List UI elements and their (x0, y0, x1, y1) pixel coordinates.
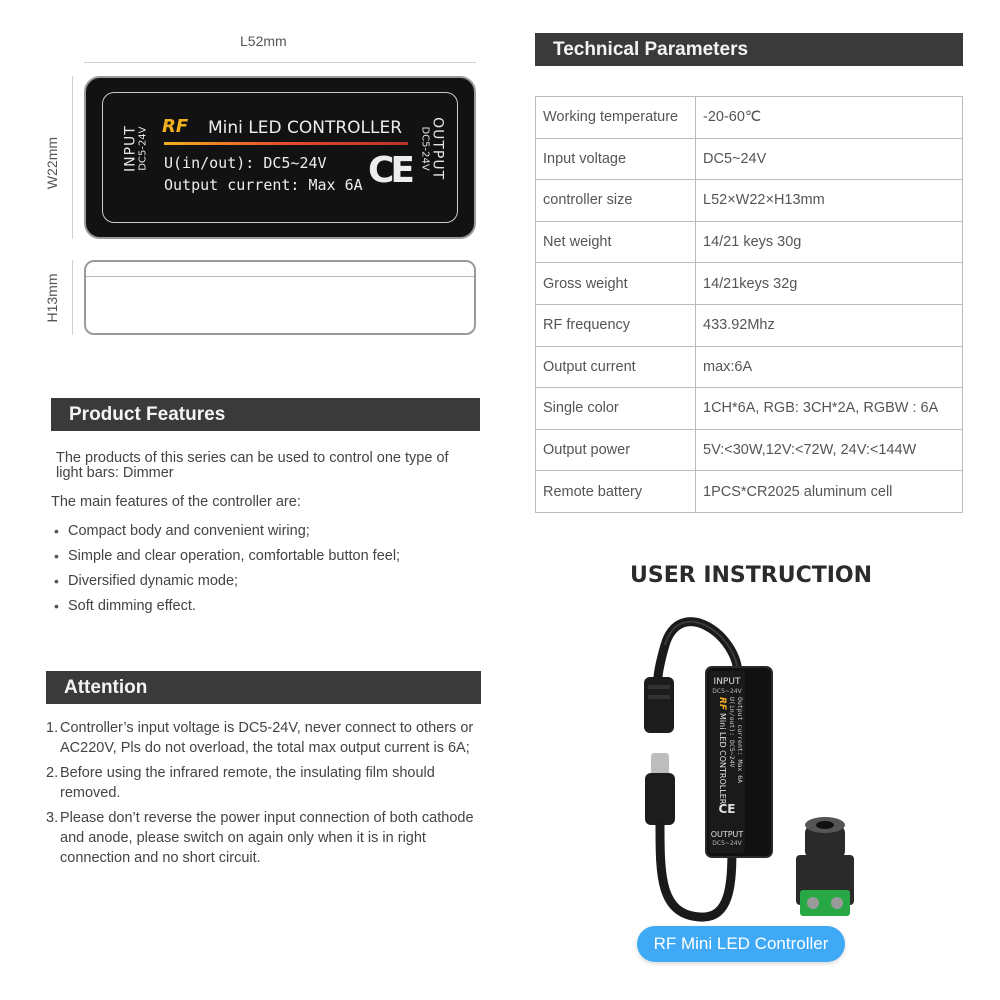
table-row (536, 263, 963, 305)
table-row (536, 180, 963, 222)
table-row (536, 346, 963, 388)
input-marking-voltage: DC5-24V (137, 126, 149, 171)
technical-parameters-table (535, 96, 963, 513)
list-item: • Soft dimming effect. (54, 593, 400, 618)
controller-voltage-text: U(in/out): DC5~24V (164, 154, 327, 172)
input-marking (123, 109, 148, 189)
parameter-value: 433.92Mhz (696, 304, 963, 346)
parameter-value: 5V:<30W,12V:<72W, 24V:<144W (696, 429, 963, 471)
list-item: • Compact body and convenient wiring; (54, 518, 400, 543)
attention-text: Controller’s input voltage is DC5-24V, never connect to others or AC220V, Pls do not overload, the total max output current is 6A; (60, 720, 474, 756)
parameter-value: max:6A (696, 346, 963, 388)
rf-logo: RF (162, 116, 189, 137)
list-item (46, 808, 486, 868)
male-dc-plug-icon (645, 773, 675, 825)
controller-output-voltage: DC5~24V (712, 840, 742, 847)
parameter-value: 14/21keys 32g (696, 263, 963, 305)
controller-title: Mini LED CONTROLLER (208, 118, 403, 138)
user-instruction-title: USER INSTRUCTION (630, 563, 873, 588)
parameter-value: 1PCS*CR2025 aluminum cell (696, 471, 963, 513)
input-marking-label: INPUT (122, 125, 139, 173)
parameter-name: Net weight (536, 221, 696, 263)
controller-current-text: Output current: Max 6A (164, 176, 363, 194)
controller-top-view (84, 76, 476, 239)
attention-text: Please don’t reverse the power input connection of both cathode and anode, please switch on again only when it is in right connection and no short circuit. (60, 810, 474, 866)
controller-current-line: Output current: Max 6A (736, 697, 744, 784)
width-dimension-line (72, 76, 73, 239)
list-item: • Simple and clear operation, comfortable button feel; (54, 543, 400, 568)
attention-header: Attention (46, 671, 481, 704)
table-row (536, 304, 963, 346)
controller-voltage-line: U(in/out): DC5~24V (728, 697, 736, 768)
height-dimension-label: H13mm (44, 273, 60, 323)
features-intro-line-1: The products of this series can be used to control one type of (56, 450, 449, 466)
features-intro (56, 451, 449, 481)
parameter-value: L52×W22×H13mm (696, 180, 963, 222)
male-dc-tip-icon (651, 753, 669, 775)
plug-ridge (648, 695, 670, 699)
terminal-screw-icon (831, 897, 843, 909)
parameter-name: Remote battery (536, 471, 696, 513)
parameter-name: Working temperature (536, 97, 696, 139)
length-dimension-line (84, 62, 476, 63)
parameter-value: 1CH*6A, RGB: 3CH*2A, RGBW : 6A (696, 388, 963, 430)
output-marking-label: OUTPUT (429, 117, 446, 181)
terminal-adapter-hole (816, 821, 834, 829)
output-marking (419, 109, 444, 189)
controller-side-view (84, 260, 476, 335)
features-intro-line-2: light bars: Dimmer (56, 465, 174, 481)
product-label-badge: RF Mini LED Controller (637, 926, 845, 962)
side-seam-line (86, 276, 474, 277)
features-main-line: The main features of the controller are: (51, 494, 301, 510)
list-item: • Diversified dynamic mode; (54, 568, 400, 593)
controller-output-label: OUTPUT (710, 830, 744, 839)
parameter-name: Output power (536, 429, 696, 471)
technical-parameters-header: Technical Parameters (535, 33, 963, 66)
controller-ce-icon: CE (718, 802, 736, 816)
attention-list (46, 718, 486, 873)
list-item (46, 763, 486, 803)
terminal-screw-icon (807, 897, 819, 909)
controller-product-image (620, 585, 880, 930)
parameter-value: DC5~24V (696, 138, 963, 180)
product-features-header: Product Features (51, 398, 480, 431)
attention-number: 2. (46, 765, 59, 781)
plug-ridge (648, 685, 670, 689)
parameter-value: 14/21 keys 30g (696, 221, 963, 263)
controller-input-label: INPUT (713, 677, 741, 687)
features-list (54, 518, 400, 618)
length-dimension-label: L52mm (240, 33, 287, 49)
output-marking-voltage: DC5-24V (419, 126, 431, 171)
table-row (536, 471, 963, 513)
controller-product-title: Mini LED CONTROLLER (718, 713, 727, 805)
parameter-name: Input voltage (536, 138, 696, 180)
parameter-name: controller size (536, 180, 696, 222)
parameter-value: -20-60℃ (696, 97, 963, 139)
parameter-name: RF frequency (536, 304, 696, 346)
height-dimension-line (72, 260, 73, 335)
table-row (536, 221, 963, 263)
controller-input-voltage: DC5~24V (712, 688, 742, 695)
list-item (46, 718, 486, 758)
table-row (536, 429, 963, 471)
table-row (536, 97, 963, 139)
attention-number: 1. (46, 720, 59, 736)
ce-mark-icon: CE (368, 150, 412, 191)
controller-rf-logo: RF (717, 697, 727, 711)
parameter-name: Output current (536, 346, 696, 388)
parameter-name: Single color (536, 388, 696, 430)
width-dimension-label: W22mm (44, 136, 60, 190)
table-row (536, 388, 963, 430)
attention-text: Before using the infrared remote, the insulating film should removed. (60, 765, 435, 801)
attention-number: 3. (46, 810, 59, 826)
color-stripe (164, 142, 408, 145)
parameter-name: Gross weight (536, 263, 696, 305)
table-row (536, 138, 963, 180)
